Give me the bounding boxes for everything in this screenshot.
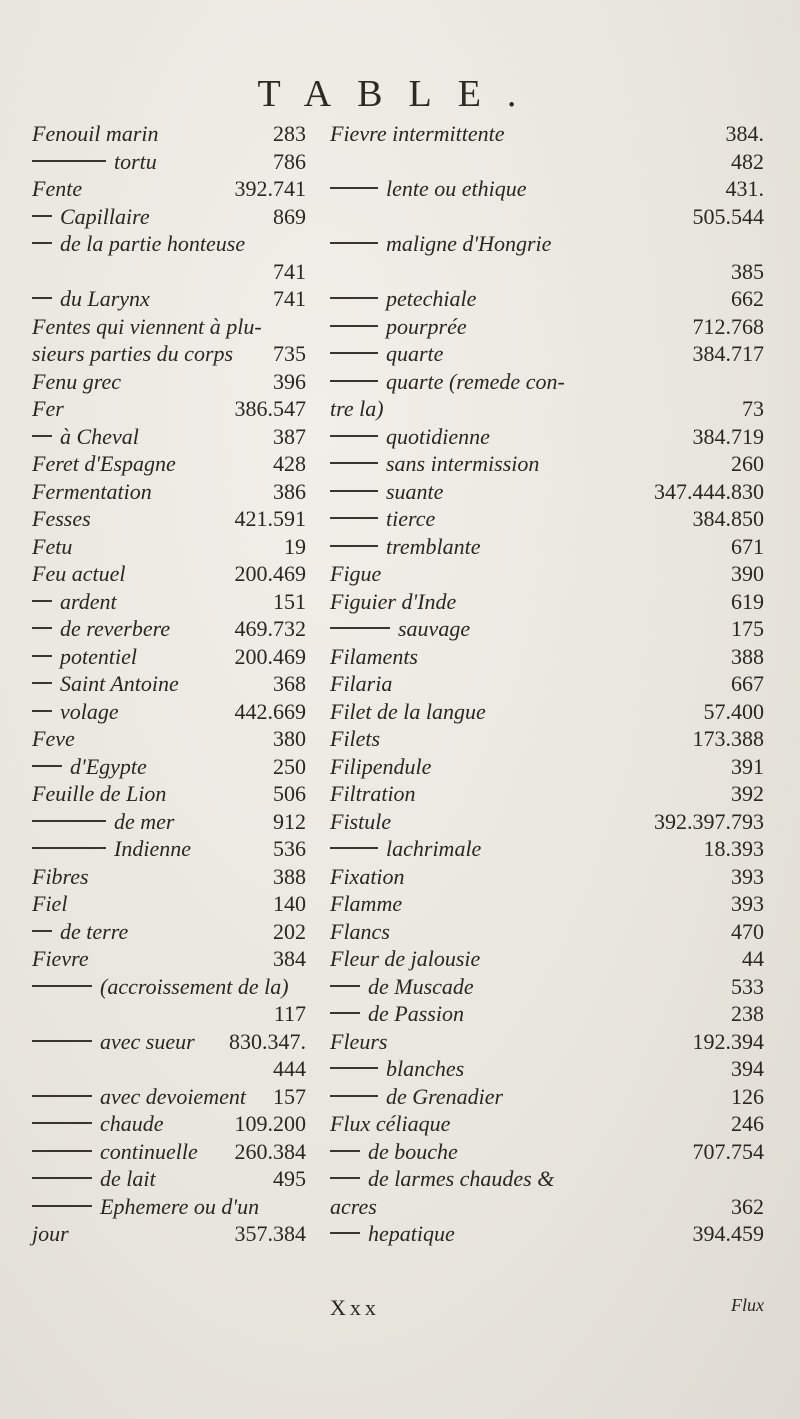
- entry-page-numbers: 173.388: [692, 726, 764, 751]
- index-entry: [330, 258, 764, 286]
- index-entry: [32, 808, 306, 836]
- entry-label: suante: [386, 478, 444, 504]
- page-title: TABLE.: [257, 73, 543, 115]
- signature-mark: Xxx: [330, 1295, 380, 1320]
- entry-page-numbers: 505.544: [692, 203, 764, 229]
- index-entry: [32, 725, 306, 753]
- ditto-dash: [32, 930, 52, 932]
- page-footer: [330, 1295, 764, 1319]
- entry-label: Ephemere ou d'un: [100, 1193, 260, 1219]
- index-entry: [330, 753, 764, 781]
- entry-page-numbers: 470: [731, 918, 764, 944]
- catchword: Flux: [731, 1295, 764, 1315]
- entry-label: Filaments: [330, 643, 418, 669]
- entry-label: de reverbere: [60, 616, 171, 641]
- entry-label: Fenu grec: [32, 368, 121, 394]
- entry-label: Fistule: [330, 808, 392, 834]
- entry-label: avec sueur: [100, 1028, 195, 1054]
- entry-label: Flancs: [330, 918, 390, 944]
- ditto-dash: [330, 627, 390, 629]
- entry-page-numbers: 109.200: [234, 1111, 306, 1136]
- entry-page-numbers: 250: [273, 753, 306, 779]
- index-entry: [330, 725, 764, 753]
- entry-label: Fer: [32, 396, 64, 421]
- index-entry: [330, 423, 764, 451]
- index-entry: [330, 1110, 764, 1138]
- index-entry: [330, 120, 764, 148]
- entry-label: tre la): [330, 396, 384, 421]
- ditto-dash: [32, 1150, 92, 1152]
- entry-label: lente ou ethique: [386, 176, 527, 201]
- entry-label: Flamme: [330, 891, 403, 916]
- entry-label: du Larynx: [60, 286, 150, 311]
- entry-label: Figue: [330, 561, 382, 586]
- entry-label: Fievre: [32, 946, 89, 971]
- index-entry: [330, 368, 764, 396]
- entry-page-numbers: 667: [731, 671, 764, 696]
- entry-page-numbers: 384.719: [692, 423, 764, 449]
- entry-label: Fleurs: [330, 1028, 388, 1054]
- entry-label: Saint Antoine: [60, 671, 179, 696]
- entry-page-numbers: 671: [731, 533, 764, 559]
- entry-page-numbers: 384: [273, 946, 306, 971]
- ditto-dash: [330, 517, 378, 519]
- entry-label: sans intermission: [386, 451, 540, 476]
- ditto-dash: [330, 490, 378, 492]
- entry-page-numbers: 385: [731, 258, 764, 284]
- entry-page-numbers: 380: [273, 726, 306, 751]
- entry-page-numbers: 391: [731, 753, 764, 779]
- index-entry: [330, 340, 764, 368]
- ditto-dash: [330, 1012, 360, 1014]
- entry-page-numbers: 384.850: [692, 506, 764, 531]
- ditto-dash: [330, 325, 378, 327]
- entry-page-numbers: 392: [731, 781, 764, 806]
- entry-label: hepatique: [368, 1221, 455, 1246]
- index-entry: [32, 560, 306, 588]
- index-entry: [330, 1055, 764, 1083]
- entry-label: de lait: [100, 1166, 156, 1191]
- entry-page-numbers: 192.394: [692, 1028, 764, 1054]
- entry-page-numbers: 117: [273, 1001, 306, 1026]
- index-entry: [330, 918, 764, 946]
- entry-page-numbers: 619: [731, 588, 764, 614]
- ditto-dash: [330, 1177, 360, 1179]
- entry-page-numbers: 869: [273, 203, 306, 229]
- entry-page-numbers: 421.591: [234, 506, 306, 531]
- entry-label: petechiale: [386, 286, 477, 311]
- entry-label: Capillaire: [60, 203, 150, 229]
- entry-label: quarte (remede con-: [386, 368, 565, 394]
- entry-label: d'Egypte: [70, 753, 147, 779]
- index-entry: [32, 285, 306, 313]
- entry-label: Fenouil marin: [32, 121, 159, 146]
- entry-label: lachrimale: [386, 836, 482, 861]
- entry-page-numbers: 662: [731, 286, 764, 311]
- index-entry: [32, 423, 306, 451]
- index-entry: [32, 918, 306, 946]
- entry-label: Fiel: [32, 891, 68, 916]
- index-entry: [32, 863, 306, 891]
- entry-page-numbers: 238: [731, 1001, 764, 1026]
- index-entry: [32, 670, 306, 698]
- entry-page-numbers: 73: [742, 396, 764, 421]
- entry-label: sieurs parties du corps: [32, 341, 234, 366]
- index-entry: [330, 890, 764, 918]
- index-entry: [32, 230, 306, 258]
- entry-page-numbers: 140: [273, 891, 306, 916]
- index-entry: [330, 863, 764, 891]
- entry-page-numbers: 202: [273, 918, 306, 944]
- index-entry: [32, 753, 306, 781]
- entry-page-numbers: 368: [273, 671, 306, 696]
- entry-page-numbers: 830.347.: [229, 1028, 306, 1054]
- index-entry: [32, 1138, 306, 1166]
- entry-page-numbers: 362: [731, 1193, 764, 1219]
- entry-page-numbers: 283: [273, 121, 306, 146]
- entry-label: de bouche: [368, 1138, 458, 1164]
- ditto-dash: [330, 985, 360, 987]
- ditto-dash: [32, 435, 52, 437]
- right-column: [330, 120, 764, 1248]
- index-entry: [330, 1193, 764, 1221]
- index-entry: [32, 533, 306, 561]
- index-entry: [32, 973, 306, 1001]
- entry-label: Fermentation: [32, 478, 152, 504]
- entry-label: maligne d'Hongrie: [386, 231, 552, 256]
- entry-label: (accroissement de la): [100, 973, 289, 999]
- entry-page-numbers: 482: [731, 148, 764, 174]
- entry-page-numbers: 57.400: [703, 698, 764, 724]
- index-entry: [330, 313, 764, 341]
- entry-page-numbers: 912: [273, 808, 306, 834]
- ditto-dash: [32, 627, 52, 629]
- entry-label: quotidienne: [386, 423, 490, 449]
- entry-label: Filaria: [330, 671, 393, 696]
- ditto-dash: [330, 462, 378, 464]
- index-entry: [330, 1000, 764, 1028]
- entry-label: Feu actuel: [32, 561, 126, 586]
- entry-label: volage: [60, 698, 119, 724]
- entry-page-numbers: 536: [273, 836, 306, 861]
- entry-page-numbers: 431.: [725, 176, 764, 201]
- ditto-dash: [32, 985, 92, 987]
- entry-label: Filipendule: [330, 753, 432, 779]
- entry-page-numbers: 396: [273, 368, 306, 394]
- index-entry: [330, 643, 764, 671]
- index-entry: [330, 1083, 764, 1111]
- entry-page-numbers: 347.444.830: [654, 478, 764, 504]
- entry-page-numbers: 741: [273, 258, 306, 284]
- entry-label: pourprée: [386, 313, 467, 339]
- entry-label: tortu: [114, 148, 157, 174]
- entry-label: Fesses: [32, 506, 91, 531]
- ditto-dash: [32, 160, 106, 162]
- ditto-dash: [330, 847, 378, 849]
- index-entry: [32, 1220, 306, 1248]
- index-entry: [330, 203, 764, 231]
- index-entry: [32, 615, 306, 643]
- index-entry: [32, 340, 306, 368]
- index-entry: [330, 615, 764, 643]
- entry-page-numbers: 394.459: [692, 1221, 764, 1246]
- index-entry: [330, 1220, 764, 1248]
- index-entry: [32, 588, 306, 616]
- index-entry: [32, 1055, 306, 1083]
- entry-page-numbers: 786: [273, 148, 306, 174]
- index-entry: [330, 588, 764, 616]
- entry-label: de mer: [114, 808, 175, 834]
- entry-page-numbers: 428: [273, 451, 306, 476]
- entry-label: Filets: [330, 726, 381, 751]
- entry-label: continuelle: [100, 1138, 198, 1164]
- index-entry: [32, 1193, 306, 1221]
- index-entry: [330, 450, 764, 478]
- index-entry: [330, 698, 764, 726]
- index-entry: [32, 835, 306, 863]
- entry-label: blanches: [386, 1056, 465, 1081]
- index-entry: [32, 890, 306, 918]
- entry-label: Fetu: [32, 533, 73, 559]
- entry-label: Feret d'Espagne: [32, 451, 176, 476]
- index-entry: [32, 643, 306, 671]
- entry-label: Fente: [32, 176, 83, 201]
- entry-label: tremblante: [386, 533, 481, 559]
- index-entry: [330, 808, 764, 836]
- entry-page-numbers: 151: [273, 588, 306, 614]
- entry-label: de terre: [60, 918, 129, 944]
- ditto-dash: [330, 1232, 360, 1234]
- entry-label: Fentes qui viennent à plu-: [32, 313, 262, 339]
- entry-label: jour: [32, 1221, 69, 1246]
- entry-label: de larmes chaudes &: [368, 1166, 555, 1191]
- entry-page-numbers: 394: [731, 1056, 764, 1081]
- ditto-dash: [330, 1150, 360, 1152]
- index-entry: [32, 258, 306, 286]
- entry-page-numbers: 44: [742, 946, 764, 971]
- entry-page-numbers: 712.768: [692, 313, 764, 339]
- entry-label: avec devoiement: [100, 1083, 246, 1109]
- entry-label: Figuier d'Inde: [330, 588, 457, 614]
- ditto-dash: [330, 1067, 378, 1069]
- index-entry: [32, 478, 306, 506]
- index-entry: [32, 395, 306, 423]
- entry-page-numbers: 384.: [725, 121, 764, 146]
- entry-label: Fixation: [330, 863, 405, 889]
- index-entry: [32, 450, 306, 478]
- entry-page-numbers: 393: [731, 891, 764, 916]
- entry-page-numbers: 495: [273, 1166, 306, 1191]
- entry-label: ardent: [60, 588, 117, 614]
- ditto-dash: [32, 1040, 92, 1042]
- entry-page-numbers: 392.397.793: [654, 808, 764, 834]
- ditto-dash: [330, 380, 378, 382]
- entry-page-numbers: 469.732: [234, 616, 306, 641]
- left-column: [32, 120, 306, 1248]
- entry-page-numbers: 735: [273, 341, 306, 366]
- entry-page-numbers: 246: [731, 1111, 764, 1136]
- index-entry: [330, 560, 764, 588]
- entry-label: chaude: [100, 1111, 164, 1136]
- entry-page-numbers: 175: [731, 616, 764, 641]
- ditto-dash: [330, 297, 378, 299]
- index-entry: [32, 368, 306, 396]
- entry-label: de la partie honteuse: [60, 231, 246, 256]
- index-entry: [330, 1138, 764, 1166]
- index-entry: [32, 1110, 306, 1138]
- entry-page-numbers: 386.547: [234, 396, 306, 421]
- ditto-dash: [32, 847, 106, 849]
- ditto-dash: [32, 820, 106, 822]
- index-entry: [32, 148, 306, 176]
- index-entry: [330, 1028, 764, 1056]
- entry-label: Filtration: [330, 781, 416, 806]
- index-entry: [330, 780, 764, 808]
- index-entry: [32, 1000, 306, 1028]
- entry-label: Fleur de jalousie: [330, 946, 481, 971]
- entry-label: sauvage: [398, 616, 471, 641]
- entry-page-numbers: 442.669: [234, 698, 306, 724]
- entry-label: Indienne: [114, 836, 191, 861]
- entry-page-numbers: 357.384: [234, 1221, 306, 1246]
- entry-label: Feuille de Lion: [32, 781, 167, 806]
- entry-label: Fievre intermittente: [330, 121, 505, 146]
- index-entry: [32, 505, 306, 533]
- index-entry: [32, 203, 306, 231]
- ditto-dash: [330, 242, 378, 244]
- index-entry: [32, 175, 306, 203]
- index-entry: [32, 313, 306, 341]
- entry-page-numbers: 200.469: [234, 561, 306, 586]
- ditto-dash: [330, 1095, 378, 1097]
- entry-page-numbers: 260: [731, 451, 764, 476]
- ditto-dash: [32, 1122, 92, 1124]
- entry-page-numbers: 741: [273, 286, 306, 311]
- entry-label: Feve: [32, 726, 75, 751]
- entry-page-numbers: 392.741: [234, 176, 306, 201]
- entry-page-numbers: 533: [731, 973, 764, 999]
- entry-label: quarte: [386, 341, 444, 366]
- index-entry: [330, 148, 764, 176]
- index-entry: [330, 478, 764, 506]
- entry-page-numbers: 18.393: [703, 836, 764, 861]
- index-entry: [32, 698, 306, 726]
- ditto-dash: [32, 242, 52, 244]
- ditto-dash: [32, 1177, 92, 1179]
- index-entry: [330, 230, 764, 258]
- entry-label: acres: [330, 1193, 377, 1219]
- entry-label: de Muscade: [368, 973, 474, 999]
- index-entry: [32, 945, 306, 973]
- index-entry: [330, 835, 764, 863]
- entry-label: tierce: [386, 506, 436, 531]
- index-entry: [32, 1165, 306, 1193]
- index-entry: [330, 175, 764, 203]
- entry-page-numbers: 157: [273, 1083, 306, 1109]
- entry-page-numbers: 260.384: [234, 1138, 306, 1164]
- index-entry: [32, 1083, 306, 1111]
- entry-page-numbers: 386: [273, 478, 306, 504]
- index-entry: [32, 120, 306, 148]
- entry-page-numbers: 388: [731, 643, 764, 669]
- entry-page-numbers: 388: [273, 863, 306, 889]
- entry-page-numbers: 444: [273, 1056, 306, 1081]
- ditto-dash: [32, 765, 62, 767]
- ditto-dash: [32, 710, 52, 712]
- entry-label: Flux céliaque: [330, 1111, 451, 1136]
- ditto-dash: [32, 297, 52, 299]
- index-entry: [330, 973, 764, 1001]
- ditto-dash: [32, 655, 52, 657]
- entry-label: Fibres: [32, 863, 89, 889]
- entry-page-numbers: 390: [731, 561, 764, 586]
- entry-page-numbers: 393: [731, 863, 764, 889]
- ditto-dash: [330, 545, 378, 547]
- entry-label: de Passion: [368, 1001, 464, 1026]
- entry-page-numbers: 387: [273, 423, 306, 449]
- index-entry: [330, 395, 764, 423]
- entry-page-numbers: 506: [273, 781, 306, 806]
- index-entry: [330, 533, 764, 561]
- entry-page-numbers: 384.717: [692, 341, 764, 366]
- entry-page-numbers: 19: [284, 533, 306, 559]
- index-entry: [32, 780, 306, 808]
- ditto-dash: [32, 215, 52, 217]
- entry-label: Filet de la langue: [330, 698, 486, 724]
- ditto-dash: [32, 1205, 92, 1207]
- ditto-dash: [32, 600, 52, 602]
- ditto-dash: [330, 435, 378, 437]
- index-entry: [330, 1165, 764, 1193]
- entry-page-numbers: 707.754: [692, 1138, 764, 1164]
- entry-page-numbers: 200.469: [234, 643, 306, 669]
- entry-label: à Cheval: [60, 423, 139, 449]
- ditto-dash: [330, 352, 378, 354]
- ditto-dash: [330, 187, 378, 189]
- ditto-dash: [32, 682, 52, 684]
- entry-page-numbers: 126: [731, 1083, 764, 1109]
- index-entry: [32, 1028, 306, 1056]
- ditto-dash: [32, 1095, 92, 1097]
- index-entry: [330, 285, 764, 313]
- entry-label: de Grenadier: [386, 1083, 504, 1109]
- index-entry: [330, 945, 764, 973]
- index-entry: [330, 505, 764, 533]
- entry-label: potentiel: [60, 643, 137, 669]
- index-entry: [330, 670, 764, 698]
